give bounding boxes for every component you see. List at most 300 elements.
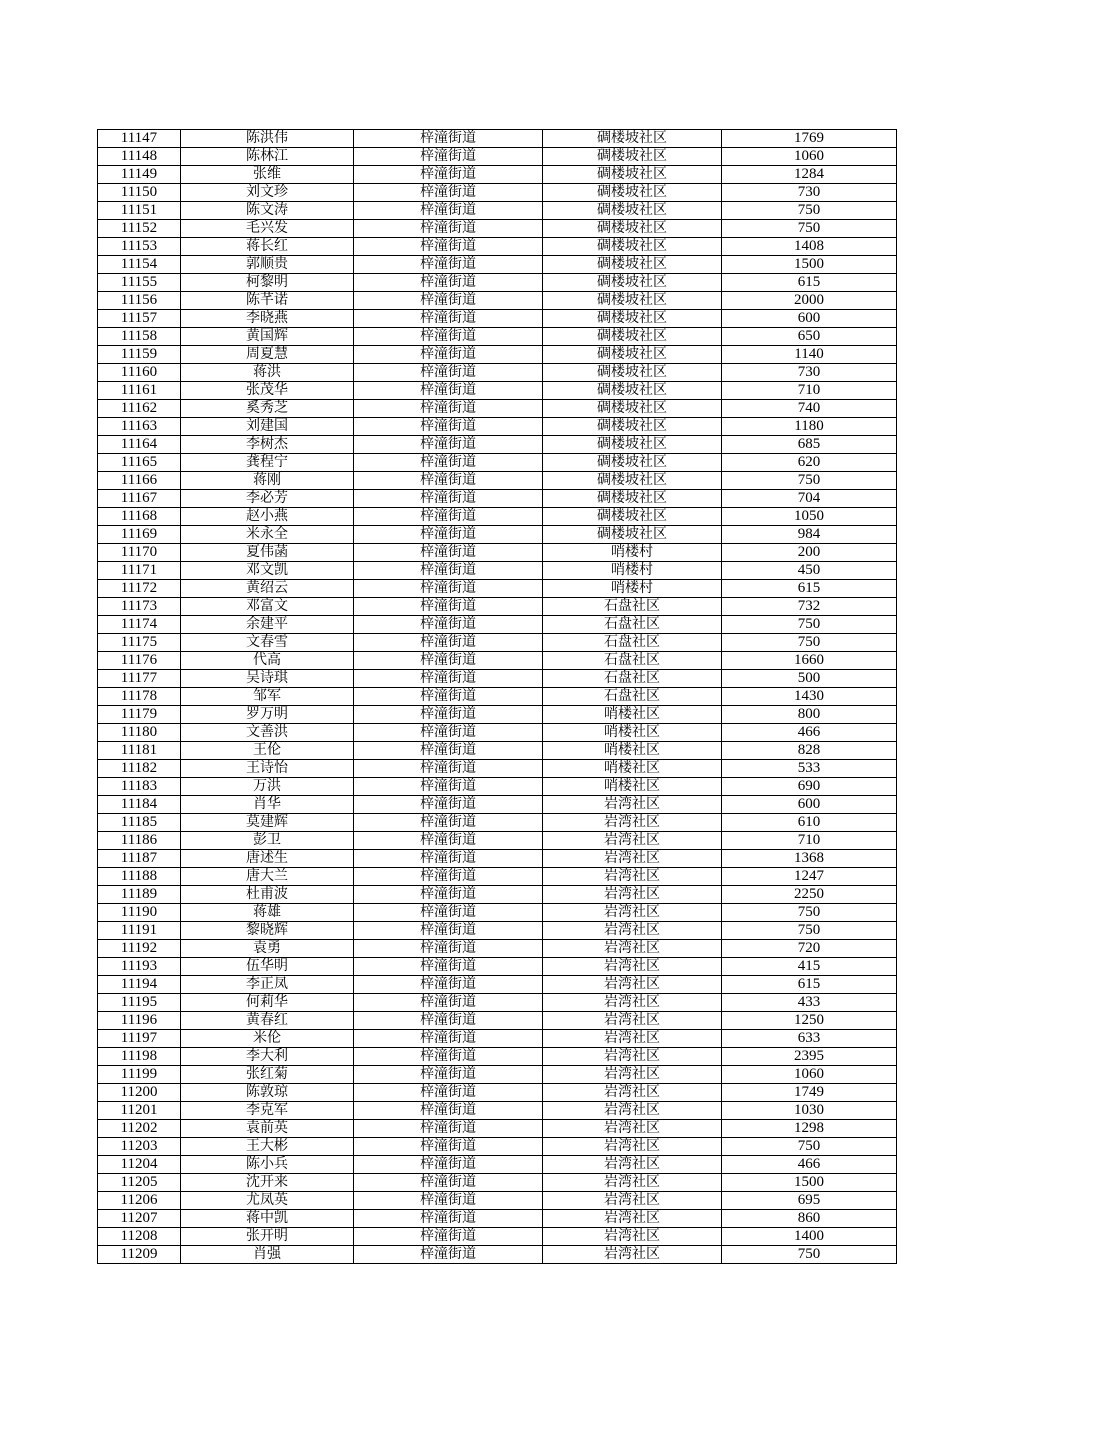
street-cell: 梓潼街道 (354, 328, 543, 346)
row-number-cell: 11149 (98, 166, 181, 184)
street-cell: 梓潼街道 (354, 616, 543, 634)
community-cell: 碉楼坡社区 (543, 238, 722, 256)
community-cell: 石盘社区 (543, 652, 722, 670)
amount-cell: 1660 (722, 652, 897, 670)
community-cell: 哨楼社区 (543, 742, 722, 760)
name-cell: 吴诗琪 (181, 670, 354, 688)
row-number-cell: 11170 (98, 544, 181, 562)
table-row (98, 1174, 897, 1192)
community-cell: 哨楼村 (543, 580, 722, 598)
community-cell: 碉楼坡社区 (543, 328, 722, 346)
amount-cell: 466 (722, 1156, 897, 1174)
name-cell: 米伦 (181, 1030, 354, 1048)
street-cell: 梓潼街道 (354, 976, 543, 994)
name-cell: 王伦 (181, 742, 354, 760)
community-cell: 岩湾社区 (543, 1138, 722, 1156)
name-cell: 柯黎明 (181, 274, 354, 292)
row-number-cell: 11189 (98, 886, 181, 904)
table-row (98, 328, 897, 346)
street-cell: 梓潼街道 (354, 652, 543, 670)
row-number-cell: 11204 (98, 1156, 181, 1174)
amount-cell: 740 (722, 400, 897, 418)
amount-cell: 750 (722, 1246, 897, 1264)
street-cell: 梓潼街道 (354, 292, 543, 310)
community-cell: 碉楼坡社区 (543, 166, 722, 184)
row-number-cell: 11185 (98, 814, 181, 832)
community-cell: 碉楼坡社区 (543, 274, 722, 292)
name-cell: 袁勇 (181, 940, 354, 958)
name-cell: 黎晓辉 (181, 922, 354, 940)
amount-cell: 433 (722, 994, 897, 1012)
row-number-cell: 11169 (98, 526, 181, 544)
table-row (98, 742, 897, 760)
table-row (98, 778, 897, 796)
row-number-cell: 11208 (98, 1228, 181, 1246)
name-cell: 杜甫波 (181, 886, 354, 904)
street-cell: 梓潼街道 (354, 670, 543, 688)
table-row (98, 220, 897, 238)
community-cell: 岩湾社区 (543, 1048, 722, 1066)
community-cell: 碉楼坡社区 (543, 220, 722, 238)
community-cell: 碉楼坡社区 (543, 382, 722, 400)
street-cell: 梓潼街道 (354, 868, 543, 886)
row-number-cell: 11163 (98, 418, 181, 436)
row-number-cell: 11203 (98, 1138, 181, 1156)
community-cell: 碉楼坡社区 (543, 526, 722, 544)
table-row (98, 1084, 897, 1102)
amount-cell: 1247 (722, 868, 897, 886)
row-number-cell: 11153 (98, 238, 181, 256)
name-cell: 夏伟菡 (181, 544, 354, 562)
row-number-cell: 11160 (98, 364, 181, 382)
community-cell: 碉楼坡社区 (543, 418, 722, 436)
name-cell: 龚程宁 (181, 454, 354, 472)
community-cell: 碉楼坡社区 (543, 364, 722, 382)
row-number-cell: 11195 (98, 994, 181, 1012)
community-cell: 碉楼坡社区 (543, 130, 722, 148)
community-cell: 岩湾社区 (543, 832, 722, 850)
name-cell: 李晓燕 (181, 310, 354, 328)
table-row (98, 976, 897, 994)
row-number-cell: 11198 (98, 1048, 181, 1066)
name-cell: 陈林江 (181, 148, 354, 166)
community-cell: 碉楼坡社区 (543, 256, 722, 274)
row-number-cell: 11156 (98, 292, 181, 310)
table-row (98, 832, 897, 850)
community-cell: 岩湾社区 (543, 1192, 722, 1210)
amount-cell: 466 (722, 724, 897, 742)
table-row (98, 418, 897, 436)
amount-cell: 1060 (722, 1066, 897, 1084)
name-cell: 莫建辉 (181, 814, 354, 832)
name-cell: 陈小兵 (181, 1156, 354, 1174)
row-number-cell: 11190 (98, 904, 181, 922)
street-cell: 梓潼街道 (354, 454, 543, 472)
table-row (98, 490, 897, 508)
row-number-cell: 11158 (98, 328, 181, 346)
name-cell: 奚秀芝 (181, 400, 354, 418)
street-cell: 梓潼街道 (354, 706, 543, 724)
row-number-cell: 11202 (98, 1120, 181, 1138)
amount-cell: 1430 (722, 688, 897, 706)
amount-cell: 695 (722, 1192, 897, 1210)
community-cell: 岩湾社区 (543, 922, 722, 940)
community-cell: 岩湾社区 (543, 814, 722, 832)
table-row (98, 1246, 897, 1264)
amount-cell: 1180 (722, 418, 897, 436)
amount-cell: 685 (722, 436, 897, 454)
row-number-cell: 11157 (98, 310, 181, 328)
amount-cell: 828 (722, 742, 897, 760)
amount-cell: 1298 (722, 1120, 897, 1138)
name-cell: 李树杰 (181, 436, 354, 454)
row-number-cell: 11184 (98, 796, 181, 814)
amount-cell: 1368 (722, 850, 897, 868)
table-row (98, 400, 897, 418)
row-number-cell: 11174 (98, 616, 181, 634)
amount-cell: 615 (722, 580, 897, 598)
name-cell: 蒋洪 (181, 364, 354, 382)
table-row (98, 616, 897, 634)
row-number-cell: 11192 (98, 940, 181, 958)
amount-cell: 750 (722, 202, 897, 220)
street-cell: 梓潼街道 (354, 1156, 543, 1174)
table-row (98, 454, 897, 472)
amount-cell: 1060 (722, 148, 897, 166)
amount-cell: 1050 (722, 508, 897, 526)
name-cell: 郭顺贵 (181, 256, 354, 274)
row-number-cell: 11178 (98, 688, 181, 706)
table-body (98, 130, 897, 1264)
row-number-cell: 11155 (98, 274, 181, 292)
name-cell: 唐大兰 (181, 868, 354, 886)
table-row (98, 130, 897, 148)
amount-cell: 500 (722, 670, 897, 688)
street-cell: 梓潼街道 (354, 544, 543, 562)
name-cell: 米永全 (181, 526, 354, 544)
street-cell: 梓潼街道 (354, 904, 543, 922)
community-cell: 碉楼坡社区 (543, 202, 722, 220)
amount-cell: 690 (722, 778, 897, 796)
street-cell: 梓潼街道 (354, 1012, 543, 1030)
amount-cell: 750 (722, 616, 897, 634)
name-cell: 文善洪 (181, 724, 354, 742)
amount-cell: 1250 (722, 1012, 897, 1030)
name-cell: 黄绍云 (181, 580, 354, 598)
amount-cell: 450 (722, 562, 897, 580)
table-row (98, 148, 897, 166)
table-row (98, 526, 897, 544)
row-number-cell: 11182 (98, 760, 181, 778)
amount-cell: 984 (722, 526, 897, 544)
street-cell: 梓潼街道 (354, 580, 543, 598)
amount-cell: 200 (722, 544, 897, 562)
row-number-cell: 11188 (98, 868, 181, 886)
row-number-cell: 11199 (98, 1066, 181, 1084)
community-cell: 岩湾社区 (543, 868, 722, 886)
community-cell: 岩湾社区 (543, 850, 722, 868)
name-cell: 毛兴发 (181, 220, 354, 238)
name-cell: 李必芳 (181, 490, 354, 508)
amount-cell: 710 (722, 832, 897, 850)
row-number-cell: 11183 (98, 778, 181, 796)
amount-cell: 610 (722, 814, 897, 832)
street-cell: 梓潼街道 (354, 436, 543, 454)
amount-cell: 650 (722, 328, 897, 346)
street-cell: 梓潼街道 (354, 400, 543, 418)
amount-cell: 720 (722, 940, 897, 958)
amount-cell: 1030 (722, 1102, 897, 1120)
community-cell: 碉楼坡社区 (543, 472, 722, 490)
name-cell: 肖华 (181, 796, 354, 814)
community-cell: 碉楼坡社区 (543, 490, 722, 508)
street-cell: 梓潼街道 (354, 1048, 543, 1066)
row-number-cell: 11181 (98, 742, 181, 760)
table-row (98, 202, 897, 220)
street-cell: 梓潼街道 (354, 526, 543, 544)
amount-cell: 750 (722, 634, 897, 652)
street-cell: 梓潼街道 (354, 562, 543, 580)
row-number-cell: 11152 (98, 220, 181, 238)
table-row (98, 634, 897, 652)
row-number-cell: 11186 (98, 832, 181, 850)
street-cell: 梓潼街道 (354, 832, 543, 850)
table-row (98, 850, 897, 868)
amount-cell: 1284 (722, 166, 897, 184)
amount-cell: 1500 (722, 256, 897, 274)
street-cell: 梓潼街道 (354, 418, 543, 436)
community-cell: 石盘社区 (543, 634, 722, 652)
row-number-cell: 11162 (98, 400, 181, 418)
community-cell: 碉楼坡社区 (543, 310, 722, 328)
street-cell: 梓潼街道 (354, 1210, 543, 1228)
table-row (98, 940, 897, 958)
street-cell: 梓潼街道 (354, 1246, 543, 1264)
table-row (98, 364, 897, 382)
table-row (98, 562, 897, 580)
name-cell: 尤凤英 (181, 1192, 354, 1210)
amount-cell: 730 (722, 184, 897, 202)
street-cell: 梓潼街道 (354, 130, 543, 148)
table-row (98, 1192, 897, 1210)
table-row (98, 814, 897, 832)
name-cell: 彭卫 (181, 832, 354, 850)
table-row (98, 472, 897, 490)
community-cell: 岩湾社区 (543, 1084, 722, 1102)
amount-cell: 1749 (722, 1084, 897, 1102)
amount-cell: 415 (722, 958, 897, 976)
community-cell: 岩湾社区 (543, 796, 722, 814)
community-cell: 岩湾社区 (543, 886, 722, 904)
street-cell: 梓潼街道 (354, 796, 543, 814)
community-cell: 石盘社区 (543, 616, 722, 634)
street-cell: 梓潼街道 (354, 1102, 543, 1120)
table-row (98, 670, 897, 688)
row-number-cell: 11151 (98, 202, 181, 220)
street-cell: 梓潼街道 (354, 994, 543, 1012)
street-cell: 梓潼街道 (354, 490, 543, 508)
name-cell: 陈芊诺 (181, 292, 354, 310)
table-row (98, 1120, 897, 1138)
community-cell: 碉楼坡社区 (543, 508, 722, 526)
street-cell: 梓潼街道 (354, 886, 543, 904)
community-cell: 碉楼坡社区 (543, 184, 722, 202)
community-cell: 哨楼社区 (543, 760, 722, 778)
table-row (98, 886, 897, 904)
community-cell: 岩湾社区 (543, 1102, 722, 1120)
name-cell: 李大利 (181, 1048, 354, 1066)
street-cell: 梓潼街道 (354, 382, 543, 400)
street-cell: 梓潼街道 (354, 1030, 543, 1048)
street-cell: 梓潼街道 (354, 922, 543, 940)
community-cell: 石盘社区 (543, 598, 722, 616)
community-cell: 岩湾社区 (543, 1210, 722, 1228)
table-row (98, 1156, 897, 1174)
name-cell: 万洪 (181, 778, 354, 796)
street-cell: 梓潼街道 (354, 184, 543, 202)
amount-cell: 620 (722, 454, 897, 472)
row-number-cell: 11193 (98, 958, 181, 976)
table-row (98, 274, 897, 292)
name-cell: 袁前英 (181, 1120, 354, 1138)
amount-cell: 750 (722, 904, 897, 922)
name-cell: 刘文珍 (181, 184, 354, 202)
table-row (98, 292, 897, 310)
street-cell: 梓潼街道 (354, 778, 543, 796)
table-row (98, 958, 897, 976)
name-cell: 邓文凯 (181, 562, 354, 580)
row-number-cell: 11172 (98, 580, 181, 598)
name-cell: 陈文涛 (181, 202, 354, 220)
row-number-cell: 11206 (98, 1192, 181, 1210)
community-cell: 碉楼坡社区 (543, 346, 722, 364)
row-number-cell: 11180 (98, 724, 181, 742)
community-cell: 哨楼社区 (543, 706, 722, 724)
table-row (98, 1138, 897, 1156)
name-cell: 张红菊 (181, 1066, 354, 1084)
community-cell: 岩湾社区 (543, 958, 722, 976)
name-cell: 蒋长红 (181, 238, 354, 256)
community-cell: 岩湾社区 (543, 1228, 722, 1246)
amount-cell: 615 (722, 274, 897, 292)
row-number-cell: 11147 (98, 130, 181, 148)
amount-cell: 750 (722, 1138, 897, 1156)
table-row (98, 382, 897, 400)
table-row (98, 1012, 897, 1030)
row-number-cell: 11164 (98, 436, 181, 454)
street-cell: 梓潼街道 (354, 688, 543, 706)
row-number-cell: 11171 (98, 562, 181, 580)
name-cell: 蒋雄 (181, 904, 354, 922)
name-cell: 何莉华 (181, 994, 354, 1012)
community-cell: 碉楼坡社区 (543, 148, 722, 166)
street-cell: 梓潼街道 (354, 1120, 543, 1138)
community-cell: 碉楼坡社区 (543, 400, 722, 418)
amount-cell: 633 (722, 1030, 897, 1048)
table-row (98, 994, 897, 1012)
name-cell: 余建平 (181, 616, 354, 634)
row-number-cell: 11150 (98, 184, 181, 202)
amount-cell: 1408 (722, 238, 897, 256)
table-row (98, 760, 897, 778)
row-number-cell: 11197 (98, 1030, 181, 1048)
amount-cell: 533 (722, 760, 897, 778)
street-cell: 梓潼街道 (354, 166, 543, 184)
street-cell: 梓潼街道 (354, 1192, 543, 1210)
community-cell: 哨楼社区 (543, 724, 722, 742)
table-row (98, 238, 897, 256)
row-number-cell: 11194 (98, 976, 181, 994)
row-number-cell: 11201 (98, 1102, 181, 1120)
table-row (98, 508, 897, 526)
name-cell: 罗万明 (181, 706, 354, 724)
community-cell: 岩湾社区 (543, 1246, 722, 1264)
street-cell: 梓潼街道 (354, 814, 543, 832)
row-number-cell: 11161 (98, 382, 181, 400)
street-cell: 梓潼街道 (354, 760, 543, 778)
row-number-cell: 11159 (98, 346, 181, 364)
name-cell: 张开明 (181, 1228, 354, 1246)
street-cell: 梓潼街道 (354, 148, 543, 166)
street-cell: 梓潼街道 (354, 1138, 543, 1156)
name-cell: 陈敦琼 (181, 1084, 354, 1102)
table-row (98, 1228, 897, 1246)
table-row (98, 652, 897, 670)
row-number-cell: 11148 (98, 148, 181, 166)
name-cell: 蒋刚 (181, 472, 354, 490)
table-row (98, 544, 897, 562)
amount-cell: 750 (722, 472, 897, 490)
community-cell: 岩湾社区 (543, 1156, 722, 1174)
row-number-cell: 11191 (98, 922, 181, 940)
table-row (98, 922, 897, 940)
table-row (98, 256, 897, 274)
street-cell: 梓潼街道 (354, 274, 543, 292)
name-cell: 周夏慧 (181, 346, 354, 364)
community-cell: 岩湾社区 (543, 976, 722, 994)
name-cell: 王大彬 (181, 1138, 354, 1156)
name-cell: 李克军 (181, 1102, 354, 1120)
name-cell: 蒋中凯 (181, 1210, 354, 1228)
data-table (97, 129, 897, 1264)
table-row (98, 796, 897, 814)
street-cell: 梓潼街道 (354, 742, 543, 760)
row-number-cell: 11166 (98, 472, 181, 490)
amount-cell: 1769 (722, 130, 897, 148)
street-cell: 梓潼街道 (354, 364, 543, 382)
name-cell: 张茂华 (181, 382, 354, 400)
street-cell: 梓潼街道 (354, 1066, 543, 1084)
community-cell: 石盘社区 (543, 688, 722, 706)
street-cell: 梓潼街道 (354, 202, 543, 220)
street-cell: 梓潼街道 (354, 634, 543, 652)
row-number-cell: 11173 (98, 598, 181, 616)
row-number-cell: 11196 (98, 1012, 181, 1030)
community-cell: 岩湾社区 (543, 1066, 722, 1084)
row-number-cell: 11175 (98, 634, 181, 652)
row-number-cell: 11205 (98, 1174, 181, 1192)
name-cell: 刘建国 (181, 418, 354, 436)
name-cell: 王诗怡 (181, 760, 354, 778)
name-cell: 赵小燕 (181, 508, 354, 526)
amount-cell: 704 (722, 490, 897, 508)
community-cell: 岩湾社区 (543, 994, 722, 1012)
name-cell: 伍华明 (181, 958, 354, 976)
street-cell: 梓潼街道 (354, 472, 543, 490)
street-cell: 梓潼街道 (354, 238, 543, 256)
street-cell: 梓潼街道 (354, 958, 543, 976)
amount-cell: 750 (722, 922, 897, 940)
